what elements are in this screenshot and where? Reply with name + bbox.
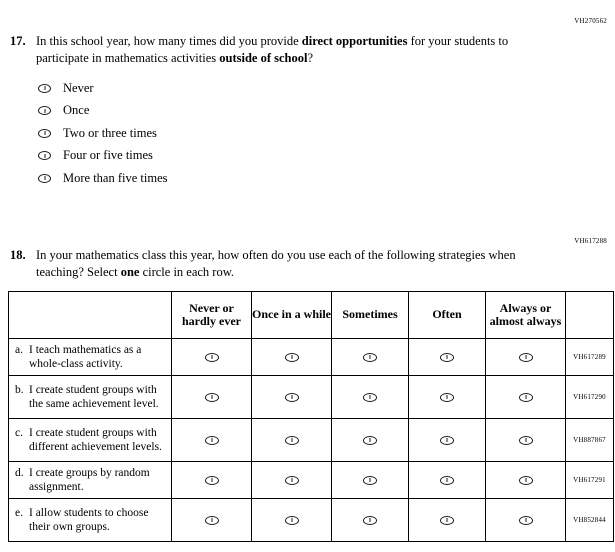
cell-often[interactable]: [409, 462, 486, 499]
cell-once-in-a-while[interactable]: [252, 419, 332, 462]
cell-once-in-a-while[interactable]: [252, 376, 332, 419]
cell-once-in-a-while[interactable]: [252, 499, 332, 542]
cell-sometimes[interactable]: [332, 339, 409, 376]
form-code-question-18: VH617288: [574, 237, 607, 245]
cell-always-or-almost-always[interactable]: [486, 376, 566, 419]
row-letter: b.: [15, 384, 24, 397]
radio-bubble-icon[interactable]: [440, 436, 454, 445]
radio-bubble-icon[interactable]: [38, 169, 51, 187]
header-code-column: [566, 292, 614, 339]
row-stem-text: I create student groups with the same achievement level.: [29, 384, 159, 411]
cell-often[interactable]: [409, 339, 486, 376]
question-18-matrix-table: [8, 291, 614, 542]
row-code: VH887867: [566, 419, 614, 462]
cell-once-in-a-while[interactable]: [252, 462, 332, 499]
table-row: [9, 462, 614, 499]
row-stem-text: I create student groups with different achievement levels.: [29, 427, 162, 454]
radio-bubble-icon[interactable]: [285, 516, 299, 525]
form-code-top-right: VH270562: [574, 17, 607, 25]
question-17-text: [36, 33, 550, 67]
cell-sometimes[interactable]: [332, 419, 409, 462]
radio-bubble-icon[interactable]: [285, 353, 299, 362]
cell-often[interactable]: [409, 499, 486, 542]
cell-never-or-hardly-ever[interactable]: [172, 499, 252, 542]
row-letter: c.: [15, 427, 23, 440]
radio-bubble-icon[interactable]: [519, 436, 533, 445]
question-17-bold-1: direct opportunities: [301, 34, 408, 48]
option-once[interactable]: [38, 99, 550, 122]
row-letter: a.: [15, 344, 23, 356]
row-code: VH617289: [566, 339, 614, 376]
cell-always-or-almost-always[interactable]: [486, 499, 566, 542]
row-stem-text: I teach mathematics as a whole-class activity.: [29, 344, 142, 371]
cell-never-or-hardly-ever[interactable]: [172, 376, 252, 419]
question-18-bold-1: one: [120, 264, 140, 279]
question-17-text-part1: In this school year, how many times did you provide: [36, 34, 302, 48]
question-17-number: 17.: [10, 34, 26, 48]
radio-bubble-icon[interactable]: [38, 124, 51, 142]
option-two-or-three-times[interactable]: [38, 122, 550, 145]
option-label: Two or three times: [63, 125, 157, 140]
row-stem-text: I create groups by random assignment.: [29, 467, 150, 494]
row-letter: e.: [15, 507, 23, 520]
option-label: Never: [63, 80, 94, 95]
option-four-or-five-times[interactable]: [38, 144, 550, 167]
header-blank: [9, 292, 172, 339]
radio-bubble-icon[interactable]: [363, 393, 377, 402]
cell-always-or-almost-always[interactable]: [486, 339, 566, 376]
question-18-text-part1: In your mathematics class this year, how often do you use each of the following strategies when teaching? Select: [36, 248, 516, 279]
row-letter: d.: [15, 467, 24, 480]
radio-bubble-icon[interactable]: [205, 476, 219, 485]
radio-bubble-icon[interactable]: [519, 353, 533, 362]
radio-bubble-icon[interactable]: [205, 436, 219, 445]
radio-bubble-icon[interactable]: [285, 476, 299, 485]
radio-bubble-icon[interactable]: [519, 516, 533, 525]
row-stem: [9, 339, 172, 376]
cell-sometimes[interactable]: [332, 376, 409, 419]
question-17-text-part2: for your students to participate in mathematics activities: [36, 34, 509, 65]
cell-never-or-hardly-ever[interactable]: [172, 339, 252, 376]
radio-bubble-icon[interactable]: [363, 516, 377, 525]
table-row: [9, 419, 614, 462]
radio-bubble-icon[interactable]: [440, 476, 454, 485]
radio-bubble-icon[interactable]: [519, 476, 533, 485]
row-code: VH617290: [566, 376, 614, 419]
row-stem: [9, 376, 172, 419]
table-header-row: [9, 292, 614, 339]
table-header: [9, 292, 614, 339]
question-17-text-part3: ?: [307, 50, 314, 65]
radio-bubble-icon[interactable]: [38, 102, 51, 120]
radio-bubble-icon[interactable]: [285, 393, 299, 402]
radio-bubble-icon[interactable]: [38, 147, 51, 165]
row-stem-text: I allow students to choose their own groups.: [29, 507, 149, 534]
cell-never-or-hardly-ever[interactable]: [172, 462, 252, 499]
header-once-in-a-while: Once in a while: [252, 292, 332, 339]
header-never-or-hardly-ever: Never or hardly ever: [172, 292, 252, 339]
radio-bubble-icon[interactable]: [440, 393, 454, 402]
radio-bubble-icon[interactable]: [363, 436, 377, 445]
table-row: [9, 339, 614, 376]
question-18-table-wrapper: [8, 291, 608, 542]
row-stem: [9, 419, 172, 462]
cell-always-or-almost-always[interactable]: [486, 419, 566, 462]
question-18-number: 18.: [10, 248, 26, 262]
row-code: VH617291: [566, 462, 614, 499]
header-often: Often: [409, 292, 486, 339]
radio-bubble-icon[interactable]: [363, 476, 377, 485]
option-never[interactable]: [38, 77, 550, 100]
cell-never-or-hardly-ever[interactable]: [172, 419, 252, 462]
radio-bubble-icon[interactable]: [205, 516, 219, 525]
radio-bubble-icon[interactable]: [205, 393, 219, 402]
cell-always-or-almost-always[interactable]: [486, 462, 566, 499]
header-sometimes: Sometimes: [332, 292, 409, 339]
radio-bubble-icon[interactable]: [519, 393, 533, 402]
cell-sometimes[interactable]: [332, 462, 409, 499]
option-more-than-five-times[interactable]: [38, 167, 550, 190]
row-stem: [9, 499, 172, 542]
option-label: More than five times: [63, 170, 168, 185]
radio-bubble-icon[interactable]: [363, 353, 377, 362]
table-body: [9, 339, 614, 542]
option-label: Once: [63, 103, 90, 117]
question-17-options: [38, 77, 550, 190]
question-18-text-part2: circle in each row.: [139, 264, 235, 279]
row-code: VH852844: [566, 499, 614, 542]
cell-once-in-a-while[interactable]: [252, 339, 332, 376]
table-row: [9, 376, 614, 419]
question-17: [10, 33, 550, 189]
option-label: Four or five times: [63, 148, 153, 162]
header-always-or-almost-always: Always or almost always: [486, 292, 566, 339]
table-row: [9, 499, 614, 542]
radio-bubble-icon[interactable]: [440, 353, 454, 362]
question-17-bold-2: outside of school: [219, 50, 308, 65]
radio-bubble-icon[interactable]: [205, 353, 219, 362]
question-18-text: [36, 247, 550, 281]
cell-sometimes[interactable]: [332, 499, 409, 542]
cell-often[interactable]: [409, 419, 486, 462]
radio-bubble-icon[interactable]: [440, 516, 454, 525]
cell-often[interactable]: [409, 376, 486, 419]
radio-bubble-icon[interactable]: [38, 79, 51, 97]
question-18: [10, 247, 550, 281]
row-stem: [9, 462, 172, 499]
radio-bubble-icon[interactable]: [285, 436, 299, 445]
